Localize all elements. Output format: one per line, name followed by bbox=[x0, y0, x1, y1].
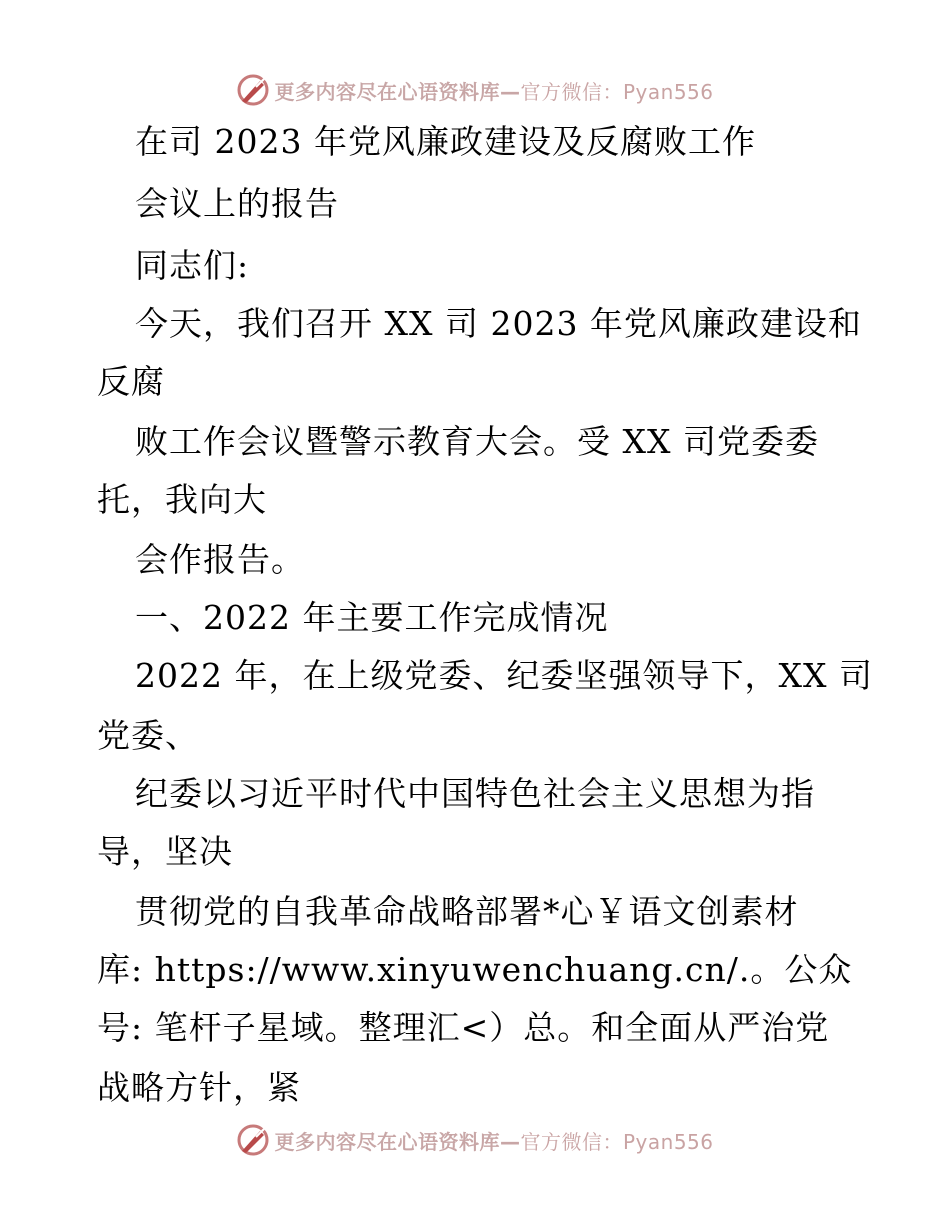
paragraph-line: 败工作会议暨警示教育大会。受 XX 司党委委 bbox=[135, 422, 819, 461]
paragraph-line: 贯彻党的自我革命战略部署*心￥语文创素材 bbox=[135, 892, 799, 931]
paragraph-line: 库: https://www.xinyuwenchuang.cn/.。公众 bbox=[97, 950, 853, 989]
paragraph-line: 导，坚决 bbox=[97, 832, 233, 871]
watermark-wechat-label: 官方微信： bbox=[520, 1129, 623, 1154]
watermark-text bbox=[274, 76, 713, 105]
pen-logo-icon bbox=[236, 1123, 270, 1157]
paragraph-line: 今天，我们召开 XX 司 2023 年党风廉政建设和 bbox=[135, 304, 862, 343]
paragraph-line: 托，我向大 bbox=[97, 480, 267, 519]
watermark-wechat-label: 官方微信： bbox=[520, 79, 623, 104]
watermark-banner-bottom bbox=[0, 1120, 950, 1160]
watermark-site-text: 更多内容尽在心语资料库— bbox=[274, 1129, 521, 1154]
watermark-wechat-id: Pyan556 bbox=[622, 79, 714, 104]
watermark-wechat-id: Pyan556 bbox=[622, 1129, 714, 1154]
paragraph-line: 反腐 bbox=[97, 362, 165, 401]
title-line-2: 会议上的报告 bbox=[135, 184, 339, 223]
salutation: 同志们: bbox=[135, 246, 250, 285]
section-heading: 一、2022 年主要工作完成情况 bbox=[135, 598, 609, 637]
paragraph-line: 会作报告。 bbox=[135, 540, 305, 579]
watermark-site-text: 更多内容尽在心语资料库— bbox=[274, 79, 521, 104]
paragraph-line: 号: 笔杆子星域。整理汇<）总。和全面从严治党 bbox=[97, 1008, 830, 1047]
watermark-banner-top bbox=[0, 70, 950, 110]
paragraph-line: 战略方针，紧 bbox=[97, 1068, 301, 1107]
watermark-text bbox=[274, 1126, 713, 1155]
pen-logo-icon bbox=[236, 73, 270, 107]
paragraph-line: 2022 年，在上级党委、纪委坚强领导下，XX 司 bbox=[135, 656, 873, 695]
paragraph-line: 党委、 bbox=[97, 716, 199, 755]
paragraph-line: 纪委以习近平时代中国特色社会主义思想为指 bbox=[135, 774, 815, 813]
title-line-1: 在司 2023 年党风廉政建设及反腐败工作 bbox=[135, 122, 756, 161]
